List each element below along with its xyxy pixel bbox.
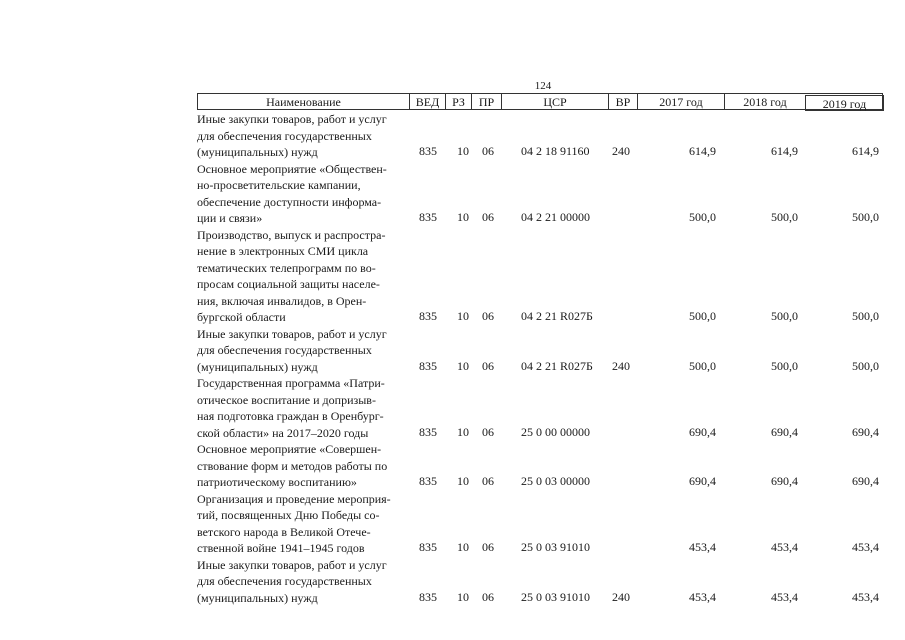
table-row (197, 491, 887, 557)
table-row (197, 441, 887, 491)
cell-y2018: 500,0 (771, 309, 798, 323)
row-name-line: просам социальной защиты населе- (197, 277, 380, 291)
cell-y2019: 614,9 (852, 144, 879, 158)
cell-ved: 835 (419, 589, 437, 604)
row-name-line: ции и связи» (197, 211, 263, 225)
cell-y2017: 690,4 (689, 474, 716, 488)
cell-ved: 835 (419, 540, 437, 554)
row-name-line: ния, включая инвалидов, в Орен- (197, 293, 367, 308)
cell-y2018: 690,4 (771, 474, 798, 488)
page-number: 124 (534, 80, 552, 92)
cell-pr: 06 (482, 424, 494, 439)
cell-pr: 06 (482, 474, 494, 488)
cell-rz: 10 (457, 474, 469, 488)
row-name-line: Иные закупки товаров, работ и услуг (197, 557, 387, 572)
table-row (197, 557, 887, 607)
cell-rz: 10 (457, 358, 469, 373)
cell-pr: 06 (482, 309, 494, 323)
row-name-line: тематических телепрограмм по во- (197, 260, 376, 275)
table-header (197, 93, 883, 110)
cell-y2019: 453,4 (852, 540, 879, 554)
row-name-line: нение в электронных СМИ цикла (197, 244, 369, 258)
cell-ved: 835 (419, 210, 437, 224)
row-name-line: Иные закупки товаров, работ и услуг (197, 112, 387, 126)
cell-csr: 25 0 03 91010 (521, 540, 590, 554)
cell-ved: 835 (419, 358, 437, 373)
cell-pr: 06 (482, 144, 494, 158)
cell-y2017: 453,4 (689, 540, 716, 554)
row-name-line: для обеспечения государственных (197, 128, 372, 143)
cell-y2017: 500,0 (689, 210, 716, 224)
row-name-line: (муниципальных) нужд (197, 145, 318, 159)
cell-rz: 10 (457, 309, 469, 323)
table-body (197, 111, 887, 606)
cell-ved: 835 (419, 474, 437, 488)
table-row (197, 227, 887, 326)
row-name (197, 161, 405, 227)
row-name-line: ная подготовка граждан в Оренбург- (197, 409, 384, 423)
cell-pr: 06 (482, 540, 494, 554)
row-name-line: но-просветительские кампании, (197, 178, 361, 192)
row-name-line: ветского народа в Великой Отече- (197, 524, 371, 539)
row-name-line: бургской области (197, 310, 286, 324)
cell-pr: 06 (482, 210, 494, 224)
row-name (197, 557, 405, 607)
cell-csr: 04 2 21 R027Б (521, 358, 593, 373)
header-rz: РЗ (445, 94, 471, 109)
header-2017: 2017 год (637, 94, 724, 109)
header-pr: ПР (471, 94, 501, 109)
row-name-line: (муниципальных) нужд (197, 359, 318, 374)
header-vr: ВР (608, 94, 637, 109)
header-csr: ЦСР (501, 94, 608, 109)
cell-y2019: 500,0 (852, 210, 879, 224)
cell-y2018: 614,9 (771, 144, 798, 158)
cell-y2019: 690,4 (852, 474, 879, 488)
row-name-line: Основное мероприятие «Совершен- (197, 442, 382, 456)
cell-vr: 240 (612, 358, 630, 373)
row-name (197, 111, 405, 161)
cell-rz: 10 (457, 424, 469, 439)
cell-csr: 25 0 03 00000 (521, 474, 590, 488)
cell-y2018: 453,4 (771, 540, 798, 554)
table-row (197, 111, 887, 161)
cell-y2018: 453,4 (771, 589, 798, 604)
cell-y2019: 500,0 (852, 358, 879, 373)
row-name-line: ствование форм и методов работы по (197, 458, 388, 473)
cell-rz: 10 (457, 210, 469, 224)
row-name (197, 326, 405, 376)
cell-rz: 10 (457, 144, 469, 158)
cell-csr: 25 0 03 91010 (521, 589, 590, 604)
cell-y2018: 500,0 (771, 358, 798, 373)
cell-y2019: 500,0 (852, 309, 879, 323)
cell-csr: 04 2 18 91160 (521, 144, 590, 158)
row-name-line: Иные закупки товаров, работ и услуг (197, 326, 387, 341)
header-2018: 2018 год (724, 94, 805, 109)
row-name-line: отическое воспитание и допризыв- (197, 392, 376, 407)
row-name-line: ской области» на 2017–2020 годы (197, 425, 369, 440)
cell-csr: 04 2 21 R027Б (521, 309, 593, 323)
row-name-line: Основное мероприятие «Обществен- (197, 161, 387, 176)
cell-vr: 240 (612, 144, 630, 158)
row-name-line: для обеспечения государственных (197, 343, 372, 357)
cell-y2017: 614,9 (689, 144, 716, 158)
cell-ved: 835 (419, 309, 437, 323)
cell-vr: 240 (612, 589, 630, 604)
cell-csr: 25 0 00 00000 (521, 424, 590, 439)
row-name-line: Организация и проведение мероприя- (197, 491, 391, 506)
cell-y2018: 500,0 (771, 210, 798, 224)
cell-y2019: 453,4 (852, 589, 879, 604)
row-name-line: патриотическому воспитанию» (197, 475, 357, 489)
cell-pr: 06 (482, 358, 494, 373)
table-row (197, 326, 887, 376)
header-2019: 2019 год (805, 95, 884, 111)
cell-ved: 835 (419, 144, 437, 158)
row-name (197, 375, 405, 441)
row-name (197, 227, 405, 326)
table-row (197, 375, 887, 441)
row-name (197, 441, 405, 491)
row-name-line: ственной войне 1941–1945 годов (197, 541, 365, 555)
cell-y2018: 690,4 (771, 424, 798, 439)
table-row (197, 161, 887, 227)
cell-y2017: 690,4 (689, 424, 716, 439)
row-name-line: Государственная программа «Патри- (197, 376, 385, 390)
row-name-line: для обеспечения государственных (197, 574, 372, 588)
cell-rz: 10 (457, 540, 469, 554)
cell-y2017: 500,0 (689, 309, 716, 323)
row-name-line: Производство, выпуск и распростра- (197, 227, 386, 242)
cell-y2017: 453,4 (689, 589, 716, 604)
cell-csr: 04 2 21 00000 (521, 210, 590, 224)
header-name: Наименование (266, 95, 341, 109)
cell-y2017: 500,0 (689, 358, 716, 373)
cell-pr: 06 (482, 589, 494, 604)
row-name-line: тий, посвященных Дню Победы со- (197, 508, 380, 522)
row-name-line: (муниципальных) нужд (197, 590, 318, 605)
cell-y2019: 690,4 (852, 424, 879, 439)
header-ved: ВЕД (409, 94, 445, 109)
row-name-line: обеспечение доступности информа- (197, 194, 382, 209)
row-name (197, 491, 405, 557)
cell-ved: 835 (419, 424, 437, 439)
cell-rz: 10 (457, 589, 469, 604)
